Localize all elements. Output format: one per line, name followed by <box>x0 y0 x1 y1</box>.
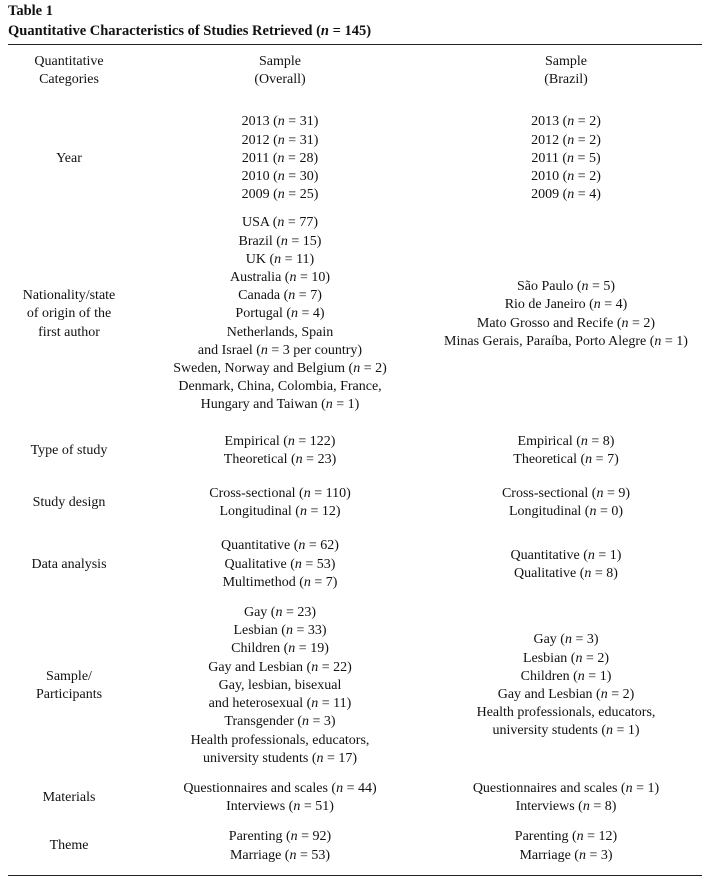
table-label: Table 1 <box>8 3 53 19</box>
category-cell <box>8 768 130 816</box>
brazil-cell <box>430 592 702 768</box>
cell-line: 2011 (n = 5) <box>531 150 601 166</box>
cell-line: Parenting (n = 92) <box>228 829 332 845</box>
header-row <box>8 45 702 95</box>
cell-line: São Paulo (n = 5) <box>516 279 616 295</box>
brazil-cell <box>430 415 702 469</box>
header-line: (Overall) <box>254 72 306 88</box>
cell-line: first author <box>38 324 100 340</box>
cell-line: Empirical (n = 122) <box>224 433 336 449</box>
cell-line: Minas Gerais, Paraíba, Porto Alegre (n = 1) <box>444 333 688 349</box>
table-body <box>8 95 702 864</box>
overall-cell <box>130 816 430 864</box>
cell-line: Gay (n = 23) <box>243 605 317 621</box>
cell-line: university students (n = 17) <box>202 750 358 766</box>
overall-cell <box>130 768 430 816</box>
table-container <box>8 0 702 887</box>
cell-line: Questionnaires and scales (n = 1) <box>472 780 660 796</box>
overall-cell <box>130 521 430 592</box>
cell-line: Qualitative (n = 8) <box>514 565 618 581</box>
cell-line: Sample/ <box>46 668 92 684</box>
table-row <box>8 768 702 816</box>
cell-line: Theme <box>49 838 89 854</box>
cell-line: Cross-sectional (n = 9) <box>501 486 631 502</box>
table-row <box>8 95 702 204</box>
category-cell <box>8 469 130 521</box>
header-categories <box>8 45 130 95</box>
cell-line: Lesbian (n = 2) <box>522 650 610 666</box>
header-line: Sample <box>259 54 301 69</box>
table-caption: Quantitative Characteristics of Studies Retrieved (n = 145) <box>8 23 372 39</box>
cell-line: Questionnaires and scales (n = 44) <box>183 780 377 796</box>
cell-line: Cross-sectional (n = 110) <box>209 486 351 502</box>
cell-line: USA (n = 77) <box>242 215 318 231</box>
brazil-cell <box>430 95 702 204</box>
cell-line: Transgender (n = 3) <box>224 714 336 730</box>
cell-line: Parenting (n = 12) <box>514 829 618 845</box>
cell-line: Rio de Janeiro (n = 4) <box>504 297 628 313</box>
cell-line: Empirical (n = 8) <box>517 433 615 449</box>
cell-line: UK (n = 11) <box>245 251 315 267</box>
category-cell <box>8 415 130 469</box>
cell-line: Hungary and Taiwan (n = 1) <box>200 397 360 413</box>
overall-cell <box>130 592 430 768</box>
cell-line: Mato Grosso and Recife (n = 2) <box>476 315 656 331</box>
cell-line: Netherlands, Spain <box>226 324 334 340</box>
cell-line: Materials <box>42 790 96 805</box>
cell-line: 2013 (n = 2) <box>531 114 601 130</box>
brazil-cell <box>430 469 702 521</box>
cell-line: and Israel (n = 3 per country) <box>197 342 363 358</box>
cell-line: Portugal (n = 4) <box>235 306 325 322</box>
header-line: (Brazil) <box>544 72 588 88</box>
cell-line: Health professionals, educators, <box>476 705 656 721</box>
header-overall <box>130 45 430 95</box>
cell-line: Longitudinal (n = 12) <box>219 504 341 520</box>
cell-line: Year <box>56 150 82 166</box>
cell-line: Sweden, Norway and Belgium (n = 2) <box>173 361 387 377</box>
table-row <box>8 592 702 768</box>
cell-line: 2009 (n = 25) <box>241 187 319 203</box>
cell-line: 2010 (n = 30) <box>241 169 319 185</box>
cell-line: Brazil (n = 15) <box>238 233 322 249</box>
overall-cell <box>130 469 430 521</box>
table-row <box>8 204 702 414</box>
cell-line: Data analysis <box>31 556 107 572</box>
cell-line: 2013 (n = 31) <box>241 114 319 130</box>
brazil-cell <box>430 768 702 816</box>
cell-line: Children (n = 1) <box>520 668 612 684</box>
header-line: Quantitative <box>34 54 104 69</box>
cell-line: Gay, lesbian, bisexual <box>218 677 342 693</box>
category-cell <box>8 95 130 204</box>
cell-line: Study design <box>32 495 106 511</box>
table-row <box>8 415 702 469</box>
table-row <box>8 521 702 592</box>
cell-line: Gay and Lesbian (n = 2) <box>497 686 635 702</box>
cell-line: 2012 (n = 2) <box>531 132 601 148</box>
cell-line: Marriage (n = 3) <box>519 847 613 863</box>
cell-line: of origin of the <box>26 306 112 322</box>
category-cell <box>8 816 130 864</box>
characteristics-table <box>8 45 702 865</box>
cell-line: Australia (n = 10) <box>229 270 331 286</box>
overall-cell <box>130 95 430 204</box>
brazil-cell <box>430 521 702 592</box>
cell-line: 2009 (n = 4) <box>531 187 601 203</box>
cell-line: Gay and Lesbian (n = 22) <box>208 659 352 675</box>
cell-line: Participants <box>35 686 103 702</box>
cell-line: Theoretical (n = 23) <box>223 451 337 467</box>
category-cell <box>8 592 130 768</box>
header-line: Categories <box>39 72 99 88</box>
cell-line: 2012 (n = 31) <box>241 132 319 148</box>
cell-line: 2011 (n = 28) <box>241 150 319 166</box>
table-row <box>8 816 702 864</box>
cell-line: Lesbian (n = 33) <box>233 623 327 639</box>
cell-line: 2010 (n = 2) <box>531 169 601 185</box>
header-line: Sample <box>545 54 587 69</box>
cell-line: Denmark, China, Colombia, France, <box>178 379 382 395</box>
brazil-cell <box>430 204 702 414</box>
cell-line: Interviews (n = 51) <box>226 799 334 815</box>
cell-line: Interviews (n = 8) <box>515 799 617 815</box>
cell-line: Children (n = 19) <box>231 641 329 657</box>
bottom-rule <box>8 875 702 876</box>
cell-line: and heterosexual (n = 11) <box>208 696 352 712</box>
category-cell <box>8 204 130 414</box>
overall-cell <box>130 204 430 414</box>
cell-line: Multimethod (n = 7) <box>222 574 338 590</box>
cell-line: Quantitative (n = 62) <box>221 538 339 554</box>
cell-line: Qualitative (n = 53) <box>224 556 336 572</box>
cell-line: Nationality/state <box>22 288 116 304</box>
category-cell <box>8 521 130 592</box>
table-row <box>8 469 702 521</box>
header-brazil <box>430 45 702 95</box>
cell-line: Longitudinal (n = 0) <box>508 504 624 520</box>
cell-line: Gay (n = 3) <box>533 632 599 648</box>
cell-line: Health professionals, educators, <box>190 732 370 748</box>
brazil-cell <box>430 816 702 864</box>
cell-line: university students (n = 1) <box>492 723 640 739</box>
cell-line: Canada (n = 7) <box>238 288 322 304</box>
cell-line: Type of study <box>30 442 108 458</box>
cell-line: Quantitative (n = 1) <box>510 547 622 563</box>
overall-cell <box>130 415 430 469</box>
cell-line: Marriage (n = 53) <box>229 847 331 863</box>
cell-line: Theoretical (n = 7) <box>513 451 619 467</box>
